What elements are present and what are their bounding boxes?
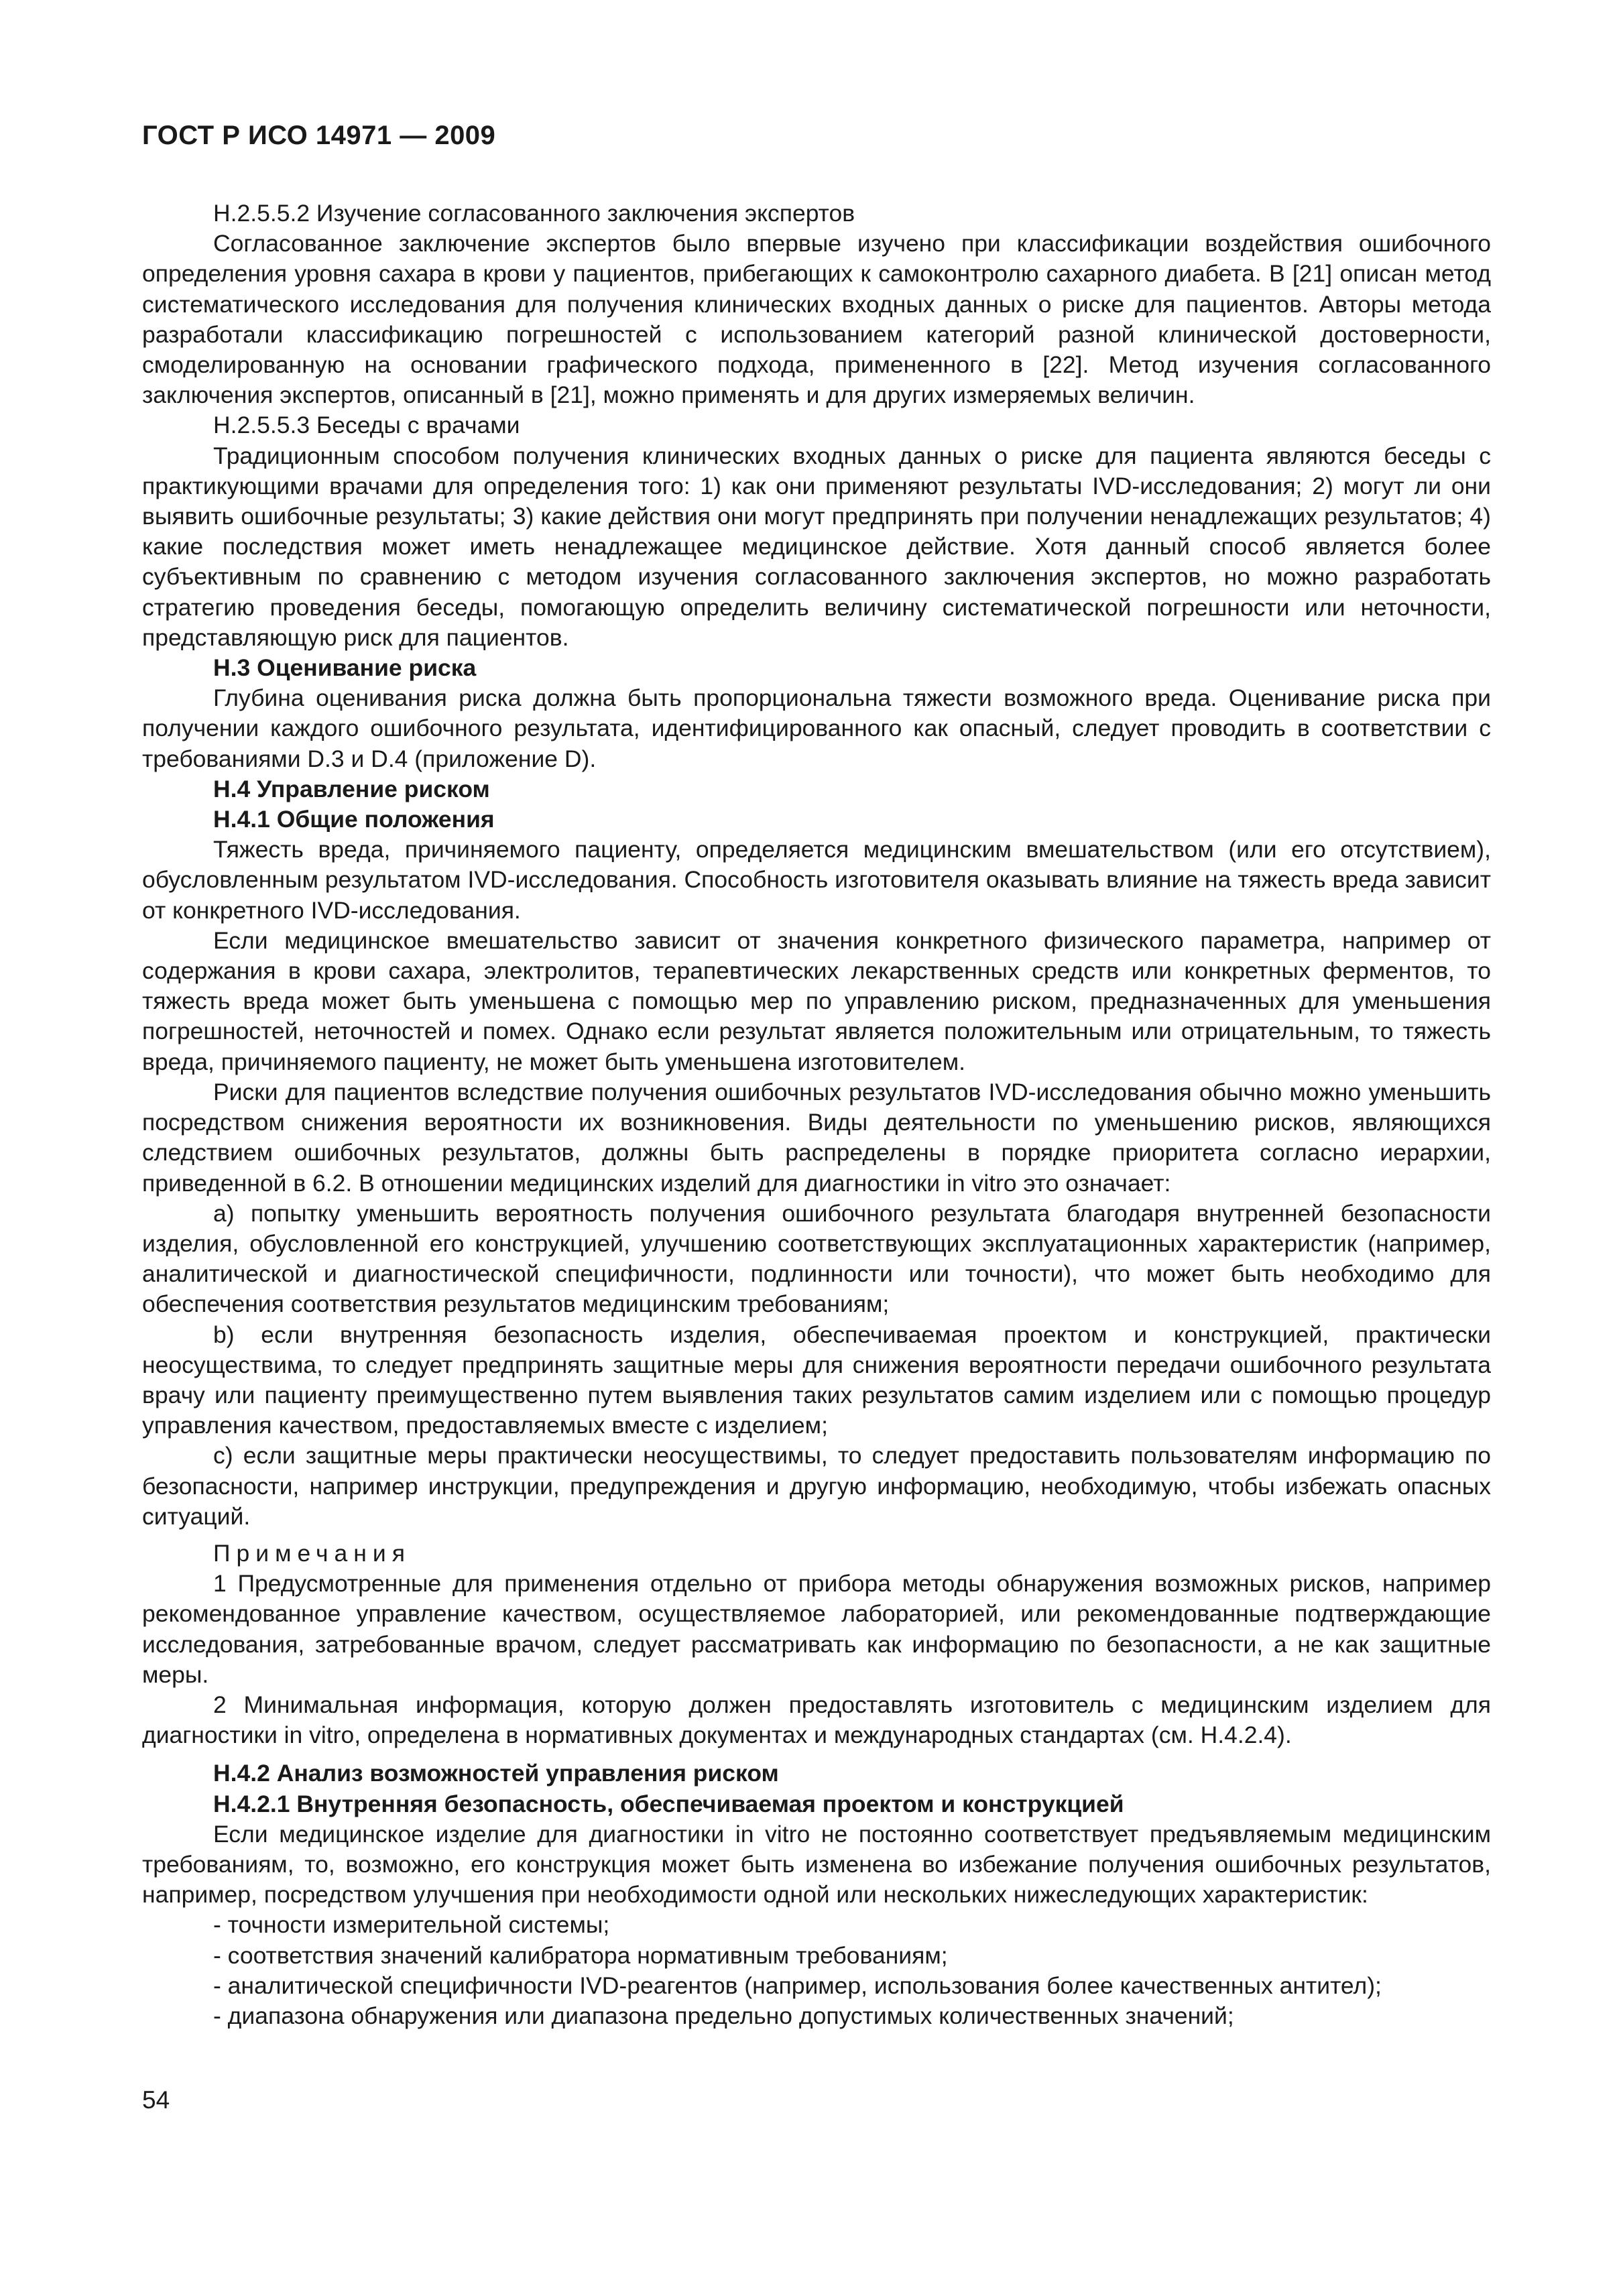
list-paragraph: b) если внутренняя безопасность изделия, обеспечиваемая проектом и конструкцией, практически неосуществима, то следует предпринять защитные меры для снижения вероятности передачи ошибочного результата врачу или пациенту преимущественно путем выявления таких результатов самим изделием или с помощью процедур управления качеством, предоставляемых вместе с изделием; [142, 1321, 1491, 1439]
list-item: - точности измерительной системы; [213, 1911, 610, 1939]
notes-label: Примечания [213, 1539, 411, 1567]
body-paragraph: Тяжесть вреда, причиняемого пациенту, определяется медицинским вмешательством (или его отсутствием), обусловленным результатом IVD-исследования. Способность изготовителя оказывать влияние на тяжесть вреда зависит от конкретного IVD-исследования. [142, 836, 1491, 924]
list-item: - аналитической специфичности IVD-реагентов (например, использования более качественных антител); [213, 1972, 1382, 1999]
body-paragraph: Если медицинское изделие для диагностики in vitro не постоянно соответствует предъявляемым медицинским требованиям, то, возможно, его конструкция может быть изменена во избежание получения ошибочных результатов, например, посредством улучшения при необходимости одной или нескольких нижеследующих характеристик: [142, 1820, 1491, 1909]
note-paragraph: 2 Минимальная информация, которую должен предоставлять изготовитель с медицинским изделием для диагностики in vitro, определена в нормативных документах и международных стандартах (см. Н.4.2.4). [142, 1691, 1491, 1749]
document-body [142, 198, 1491, 2031]
body-paragraph: Согласованное заключение экспертов было впервые изучено при классификации воздействия ошибочного определения уровня сахара в крови у пациентов, прибегающих к самоконтролю сахарного диабета. В [21] описан метод систематического исследования для получения клинических входных данных о риске для пациентов. Авторы метода разработали классификацию погрешностей с использованием категорий разной клинической достоверности, смоделированную на основании графического подхода, примененного в [22]. Метод изучения согласованного заключения экспертов, описанный в [21], можно применять и для других измеряемых величин. [142, 230, 1491, 409]
subsection-heading: Н.2.5.5.3 Беседы с врачами [213, 412, 520, 439]
note-paragraph: 1 Предусмотренные для применения отдельно от прибора методы обнаружения возможных рисков, например рекомендованное управление качеством, осуществляемое лабораторией, или рекомендованные подтверждающие исследования, затребованные врачом, следует рассматривать как информацию по безопасности, а не как защитные меры. [142, 1570, 1491, 1688]
list-item: - соответствия значений калибратора нормативным требованиям; [213, 1941, 948, 1969]
section-heading: Н.4.2.1 Внутренняя безопасность, обеспечиваемая проектом и конструкцией [213, 1790, 1124, 1817]
body-paragraph: Риски для пациентов вследствие получения ошибочных результатов IVD-исследования обычно можно уменьшить посредством снижения вероятности их возникновения. Виды деятельности по уменьшению рисков, являющихся следствием ошибочных результатов, должны быть распределены в порядке приоритета согласно иерархии, приведенной в 6.2. В отношении медицинских изделий для диагностики in vitro это означает: [142, 1078, 1491, 1197]
section-heading: Н.4.2 Анализ возможностей управления риском [213, 1760, 779, 1787]
section-heading: Н.4.1 Общие положения [213, 806, 495, 833]
page-number: 54 [142, 2086, 170, 2114]
list-item: - диапазона обнаружения или диапазона предельно допустимых количественных значений; [213, 2002, 1234, 2029]
body-paragraph: Если медицинское вмешательство зависит от значения конкретного физического параметра, например от содержания в крови сахара, электролитов, терапевтических лекарственных средств или конкретных ферментов, то тяжесть вреда может быть уменьшена с помощью мер по управлению риском, предназначенных для уменьшения погрешностей, неточностей и помех. Однако если результат является положительным или отрицательным, то тяжесть вреда, причиняемого пациенту, не может быть уменьшена изготовителем. [142, 926, 1491, 1075]
document-header: ГОСТ Р ИСО 14971 — 2009 [142, 121, 496, 150]
body-paragraph: Традиционным способом получения клинических входных данных о риске для пациента являются беседы с практикующими врачами для определения того: 1) как они применяют результаты IVD-исследования; 2) могут ли они выявить ошибочные результаты; 3) какие действия они могут предпринять при получении ненадлежащих результатов; 4) какие последствия может иметь ненадлежащее медицинское действие. Хотя данный способ является более субъективным по сравнению с методом изучения согласованного заключения экспертов, но можно разработать стратегию проведения беседы, помогающую определить величину систематической погрешности или неточности, представляющую риск для пациентов. [142, 442, 1491, 651]
section-heading: Н.4 Управление риском [213, 775, 490, 802]
section-heading: Н.3 Оценивание риска [213, 654, 477, 682]
subsection-heading: Н.2.5.5.2 Изучение согласованного заключения экспертов [213, 200, 855, 227]
list-paragraph: c) если защитные меры практически неосуществимы, то следует предоставить пользователям информацию по безопасности, например инструкции, предупреждения и другую информацию, необходимую, чтобы избежать опасных ситуаций. [142, 1442, 1491, 1530]
body-paragraph: Глубина оценивания риска должна быть пропорциональна тяжести возможного вреда. Оценивание риска при получении каждого ошибочного результата, идентифицированного как опасный, следует проводить в соответствии с требованиями D.3 и D.4 (приложение D). [142, 684, 1491, 772]
list-paragraph: a) попытку уменьшить вероятность получения ошибочного результата благодаря внутренней безопасности изделия, обусловленной его конструкцией, улучшению соответствующих эксплуатационных характеристик (например, аналитической и диагностической специфичности, подлинности или точности), что может быть необходимо для обеспечения соответствия результатов медицинским требованиям; [142, 1199, 1491, 1318]
